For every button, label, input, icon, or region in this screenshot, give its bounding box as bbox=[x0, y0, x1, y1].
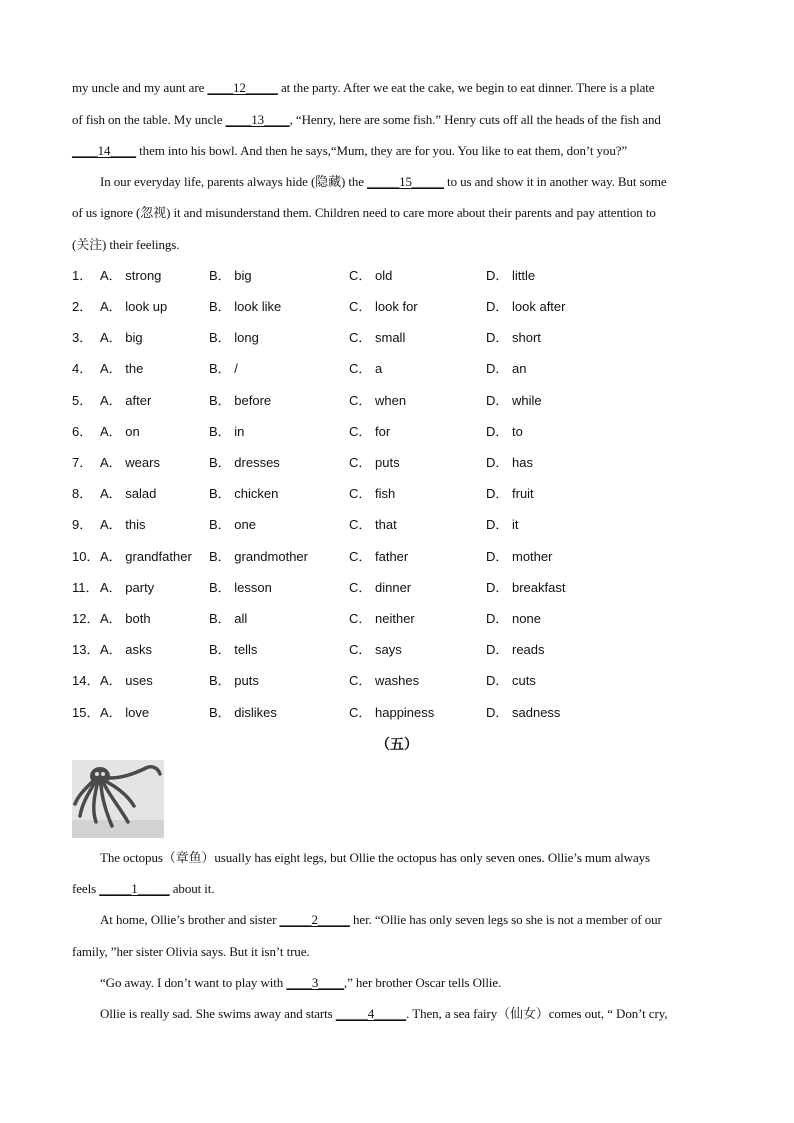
option-a: A． grandfather bbox=[100, 549, 192, 564]
passage-line-3: ____14____ them into his bowl. And then he says,“Mum, they are for you. You like to eat them, don’t you?” bbox=[72, 143, 628, 158]
question-row: 7． A． wears B． dresses C． puts D． has bbox=[72, 455, 533, 470]
option-c: C． small bbox=[349, 330, 406, 345]
story-line-4: family, ”her sister Olivia says. But it isn’t true. bbox=[72, 944, 310, 959]
option-b: B． big bbox=[209, 268, 252, 283]
passage-line-6: (关注) their feelings. bbox=[72, 237, 180, 252]
option-c: C． says bbox=[349, 642, 402, 657]
option-b: B． in bbox=[209, 424, 245, 439]
question-row: 10． A． grandfather B． grandmother C． father D． mother bbox=[72, 549, 553, 564]
blank-15: _____15_____ bbox=[367, 174, 444, 189]
story-line-2: feels _____1_____ about it. bbox=[72, 881, 215, 896]
option-d: D． reads bbox=[486, 642, 545, 657]
option-d: D． mother bbox=[486, 549, 553, 564]
option-c: C． puts bbox=[349, 455, 400, 470]
octopus-icon bbox=[72, 760, 164, 838]
option-c: C． fish bbox=[349, 486, 396, 501]
question-row: 14． A． uses B． puts C． washes D． cuts bbox=[72, 673, 536, 688]
option-b: B． before bbox=[209, 393, 272, 408]
question-row: 12． A． both B． all C． neither D． none bbox=[72, 611, 541, 626]
question-row: 1． A． strong B． big C． old D． little bbox=[72, 268, 536, 283]
option-a: A． salad bbox=[100, 486, 157, 501]
question-row: 5． A． after B． before C． when D． while bbox=[72, 393, 542, 408]
section-title: （五） bbox=[376, 737, 418, 753]
option-d: D． little bbox=[486, 268, 536, 283]
octopus-image bbox=[72, 760, 164, 838]
option-a: A． party bbox=[100, 580, 155, 595]
option-a: A． uses bbox=[100, 673, 153, 688]
option-d: D． look after bbox=[486, 299, 566, 314]
passage-line-5: of us ignore (忽视) it and misunderstand them. Children need to care more about their parents and pay attention to bbox=[72, 205, 656, 220]
option-a: A． strong bbox=[100, 268, 162, 283]
story-line-1: The octopus（章鱼）usually has eight legs, but Ollie the octopus has only seven ones. Ollie’s mum always bbox=[100, 850, 651, 865]
question-row: 11． A． party B． lesson C． dinner D． breakfast bbox=[72, 580, 566, 595]
option-a: A． the bbox=[100, 361, 144, 376]
option-b: B． chicken bbox=[209, 486, 279, 501]
question-row: 15． A． love B． dislikes C． happiness D． sadness bbox=[72, 705, 561, 720]
option-a: A． both bbox=[100, 611, 151, 626]
option-a: A． look up bbox=[100, 299, 168, 314]
story-line-6: Ollie is really sad. She swims away and starts _____4_____. Then, a sea fairy（仙女）comes out, “ Don’t cry, bbox=[100, 1006, 668, 1021]
passage-line-4: In our everyday life, parents always hide (隐藏) the _____15_____ to us and show it in another way. But some bbox=[100, 174, 667, 189]
option-d: D． none bbox=[486, 611, 541, 626]
option-d: D． while bbox=[486, 393, 542, 408]
question-row: 6． A． on B． in C． for D． to bbox=[72, 424, 523, 439]
option-d: D． has bbox=[486, 455, 533, 470]
option-d: D． an bbox=[486, 361, 527, 376]
option-d: D． it bbox=[486, 517, 519, 532]
story-line-3: At home, Ollie’s brother and sister _____2_____ her. “Ollie has only seven legs so she is not a member of our bbox=[100, 912, 662, 927]
option-b: B． look like bbox=[209, 299, 282, 314]
option-d: D． fruit bbox=[486, 486, 534, 501]
question-row: 9． A． this B． one C． that D． it bbox=[72, 517, 519, 532]
blank-2: _____2_____ bbox=[279, 912, 350, 927]
option-c: C． washes bbox=[349, 673, 420, 688]
option-b: B． one bbox=[209, 517, 256, 532]
option-b: B． lesson bbox=[209, 580, 272, 595]
option-b: B． tells bbox=[209, 642, 258, 657]
option-b: B． puts bbox=[209, 673, 259, 688]
story-line-5: “Go away. I don’t want to play with ____3____,” her brother Oscar tells Ollie. bbox=[100, 975, 502, 990]
option-c: C． for bbox=[349, 424, 391, 439]
option-c: C． happiness bbox=[349, 705, 435, 720]
option-b: B． dresses bbox=[209, 455, 280, 470]
option-c: C． old bbox=[349, 268, 393, 283]
option-c: C． neither bbox=[349, 611, 415, 626]
question-row: 4． A． the B． / C． a D． an bbox=[72, 361, 527, 376]
option-a: A． wears bbox=[100, 455, 160, 470]
option-c: C． a bbox=[349, 361, 383, 376]
option-b: B． long bbox=[209, 330, 259, 345]
option-d: D． short bbox=[486, 330, 541, 345]
option-c: C． when bbox=[349, 393, 407, 408]
blank-3: ____3____ bbox=[286, 975, 344, 990]
passage-line-2: of fish on the table. My uncle ____13____, “Henry, here are some fish.” Henry cuts off all the heads of the fish and bbox=[72, 112, 661, 127]
option-c: C． dinner bbox=[349, 580, 412, 595]
option-a: A． this bbox=[100, 517, 146, 532]
blank-4: _____4_____ bbox=[335, 1006, 407, 1021]
option-d: D． to bbox=[486, 424, 523, 439]
blank-12: ____12_____ bbox=[207, 80, 278, 95]
option-a: A． on bbox=[100, 424, 140, 439]
blank-1: _____1_____ bbox=[99, 881, 170, 896]
blank-13: ____13____ bbox=[225, 112, 290, 127]
option-a: A． big bbox=[100, 330, 143, 345]
option-c: C． look for bbox=[349, 299, 418, 314]
option-b: B． dislikes bbox=[209, 705, 277, 720]
option-d: D． sadness bbox=[486, 705, 561, 720]
option-b: B． all bbox=[209, 611, 248, 626]
option-c: C． that bbox=[349, 517, 397, 532]
option-b: B． / bbox=[209, 361, 238, 376]
option-d: D． breakfast bbox=[486, 580, 566, 595]
blank-14: ____14____ bbox=[72, 143, 137, 158]
option-a: A． love bbox=[100, 705, 150, 720]
passage-line-1: my uncle and my aunt are ____12_____ at the party. After we eat the cake, we begin to eat dinner. There is a plate bbox=[72, 80, 655, 95]
option-a: A． asks bbox=[100, 642, 153, 657]
question-row: 2． A． look up B． look like C． look for D． look after bbox=[72, 299, 566, 314]
option-a: A． after bbox=[100, 393, 152, 408]
question-row: 3． A． big B． long C． small D． short bbox=[72, 330, 541, 345]
question-row: 8． A． salad B． chicken C． fish D． fruit bbox=[72, 486, 534, 501]
option-d: D． cuts bbox=[486, 673, 536, 688]
question-row: 13． A． asks B． tells C． says D． reads bbox=[72, 642, 545, 657]
option-c: C． father bbox=[349, 549, 409, 564]
option-b: B． grandmother bbox=[209, 549, 308, 564]
